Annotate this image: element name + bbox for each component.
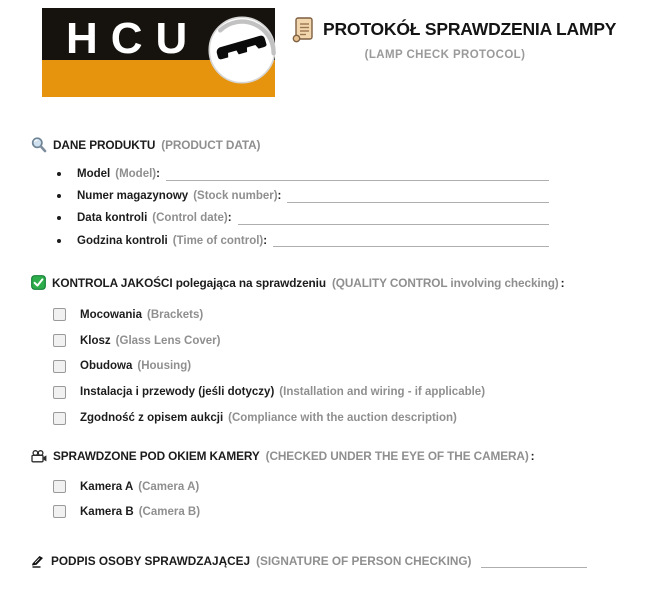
control-date-fill-line [238,212,549,225]
logo-text: HCU [66,14,201,63]
checkbox-brackets[interactable] [53,308,66,321]
check-row-auction-compliance [53,405,485,431]
magnifier-icon [31,137,47,153]
section-title: DANE PRODUKTU [53,138,156,152]
model-fill-line [166,168,549,181]
check-label: Zgodność z opisem aukcji [80,412,224,425]
checkbox-housing[interactable] [53,360,66,373]
field-row-stock-number [53,185,549,207]
check-label-en: (Housing) [137,360,192,373]
section-title: KONTROLA JAKOŚCI polegająca na sprawdzeniu [52,275,326,290]
signature-title-en: (SIGNATURE OF PERSON CHECKING) [256,554,472,568]
checkbox-lens-cover[interactable] [53,334,66,347]
signature-section [31,554,587,568]
field-label-en: (Control date) [152,212,228,225]
section-camera-check-header [31,449,535,463]
field-colon: : [156,168,160,181]
field-colon: : [277,190,282,203]
green-check-icon [31,275,46,290]
checkbox-auction-compliance[interactable] [53,412,66,425]
section-title-en: (CHECKED UNDER THE EYE OF THE CAMERA) [265,449,529,463]
field-colon: : [227,212,232,225]
check-label: Kamera A [80,480,134,493]
control-time-fill-line [273,234,549,247]
check-row-lens-cover [53,328,485,354]
check-label: Obudowa [80,360,133,373]
video-camera-icon [31,450,47,463]
check-label-en: (Compliance with the auction description) [228,412,457,425]
section-colon: : [530,449,535,463]
car-bumper-icon [206,14,278,86]
document-header [292,16,617,61]
bullet-icon [57,194,61,198]
camera-checklist [53,474,200,524]
field-colon: : [263,234,268,247]
section-title-en: (PRODUCT DATA) [161,138,261,152]
signature-line [481,555,587,568]
field-label: Model [77,168,111,181]
check-label-en: (Camera A) [138,480,200,493]
field-label: Data kontroli [77,212,148,225]
checkbox-installation[interactable] [53,386,66,399]
bullet-icon [57,172,61,176]
field-row-control-time [53,230,549,252]
pen-icon [31,555,45,568]
bullet-icon [57,239,61,243]
checkbox-camera-a[interactable] [53,480,66,493]
stock-number-fill-line [287,190,549,203]
section-title: SPRAWDZONE POD OKIEM KAMERY [53,449,260,463]
field-row-control-date [53,207,549,229]
check-label-en: (Installation and wiring - if applicable) [279,386,486,399]
bullet-icon [57,216,61,220]
field-label-en: (Stock number) [193,190,278,203]
hcu-logo [42,8,275,97]
field-label-en: (Model) [115,168,157,181]
signature-title: PODPIS OSOBY SPRAWDZAJĄCEJ [51,554,251,568]
check-label-en: (Brackets) [146,308,204,321]
field-row-model [53,163,549,185]
quality-control-checklist [53,302,485,431]
scroll-icon [292,16,315,43]
checkbox-camera-b[interactable] [53,505,66,518]
section-title-en: (QUALITY CONTROL involving checking) [331,275,559,290]
section-product-data-header [31,137,260,153]
check-row-camera-b [53,499,200,524]
check-row-installation [53,379,485,405]
section-quality-control-header [31,275,564,290]
section-colon: : [560,275,565,290]
field-label: Godzina kontroli [77,234,168,247]
check-row-housing [53,354,485,380]
check-label: Klosz [80,334,111,347]
field-label-en: (Time of control) [172,234,264,247]
page-subtitle: (LAMP CHECK PROTOCOL) [364,49,526,61]
product-data-fields [53,163,549,252]
check-label-en: (Camera B) [138,505,201,518]
check-label-en: (Glass Lens Cover) [115,334,221,347]
check-label: Mocowania [80,308,142,321]
field-label: Numer magazynowy [77,190,189,203]
check-label: Kamera B [80,505,134,518]
check-row-brackets [53,302,485,328]
check-label: Instalacja i przewody (jeśli dotyczy) [80,386,275,399]
check-row-camera-a [53,474,200,499]
page-title: PROTOKÓŁ SPRAWDZENIA LAMPY [323,19,617,39]
